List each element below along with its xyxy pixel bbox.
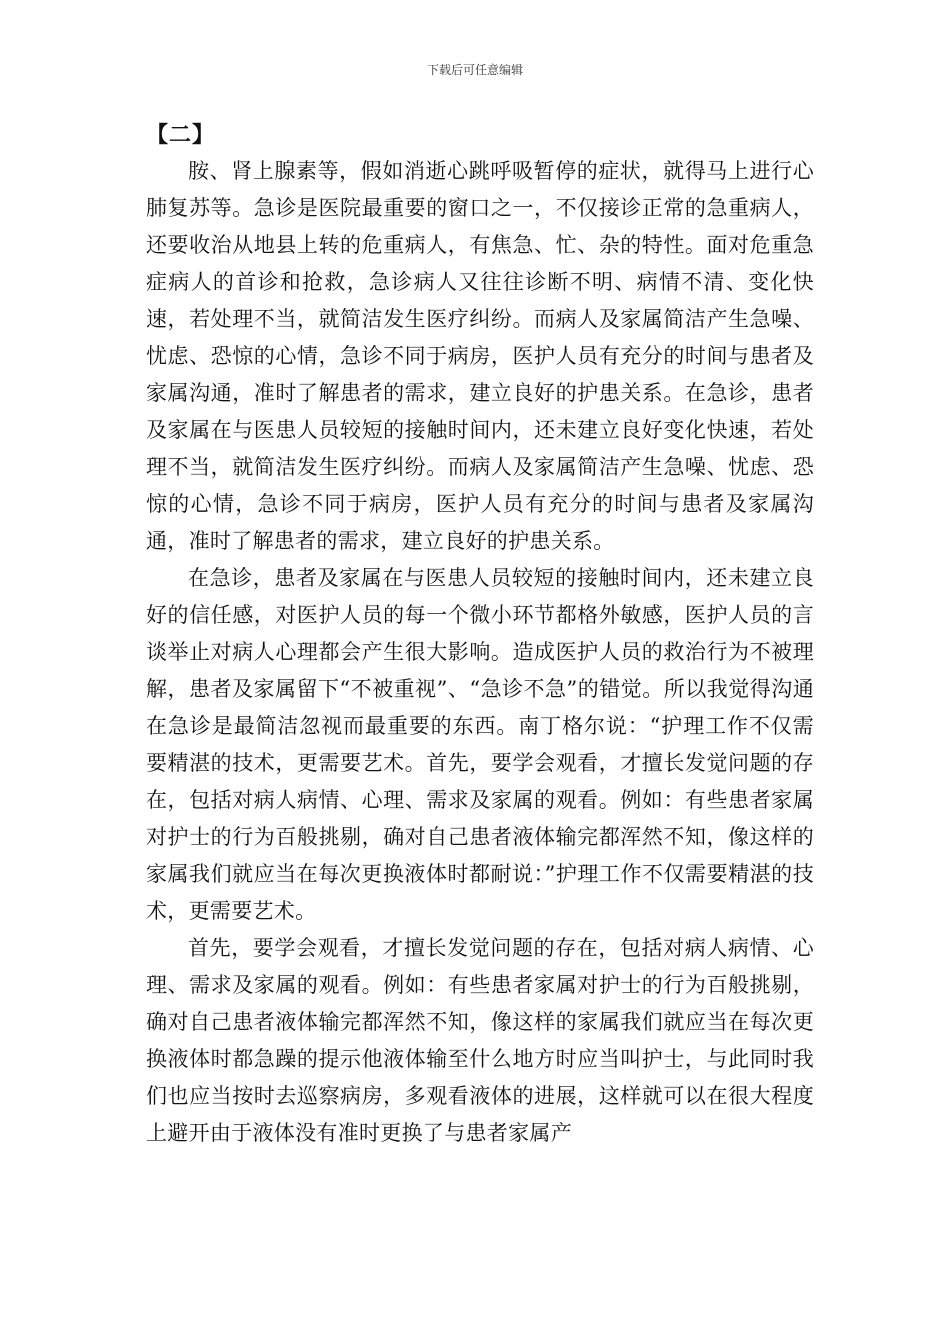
section-heading: 【二】	[146, 122, 216, 148]
document-body	[146, 120, 814, 1152]
page-header: 下载后可任意编辑	[426, 63, 523, 77]
paragraph-3: 首先，要学会观看，才擅长发觉问题的存在，包括对病人病情、心理、需求及家属的观看。例如：有些患者家属对护士的行为百般挑剔，确对自己患者液体输完都浑然不知，像这样的家属我们就应当在每次更换液体时都急躁的提示他液体输至什么地方时应当叫护士，与此同时我们也应当按时去巡察病房，多观看液体的进展，这样就可以在很大程度上避开由于液体没有准时更换了与患者家属产	[146, 936, 814, 1145]
paragraph-2: 在急诊，患者及家属在与医患人员较短的接触时间内，还未建立良好的信任感，对医护人员的每一个微小环节都格外敏感，医护人员的言谈举止对病人心理都会产生很大影响。造成医护人员的救治行为不被理解，患者及家属留下“不被重视”、“急诊不急”的错觉。所以我觉得沟通在急诊是最简洁忽视而最重要的东西。南丁格尔说：“护理工作不仅需要精湛的技术，更需要艺术。首先，要学会观看，才擅长发觉问题的存在，包括对病人病情、心理、需求及家属的观看。例如：有些患者家属对护士的行为百般挑剔，确对自己患者液体输完都浑然不知，像这样的家属我们就应当在每次更换液体时都耐说：”护理工作不仅需要精湛的技术，更需要艺术。	[146, 566, 814, 923]
paragraph-1: 胺、肾上腺素等，假如消逝心跳呼吸暂停的症状，就得马上进行心肺复苏等。急诊是医院最重要的窗口之一，不仅接诊正常的急重病人，还要收治从地县上转的危重病人，有焦急、忙、杂的特性。面对危重急症病人的首诊和抢救，急诊病人又往往诊断不明、病情不清、变化快速，若处理不当，就简洁发生医疗纠纷。而病人及家属简洁产生急噪、忧虑、恐惊的心情，急诊不同于病房，医护人员有充分的时间与患者及家属沟通，准时了解患者的需求，建立良好的护患关系。在急诊，患者及家属在与医患人员较短的接触时间内，还未建立良好变化快速，若处理不当，就简洁发生医疗纠纷。而病人及家属简洁产生急噪、忧虑、恐惊的心情，急诊不同于病房，医护人员有充分的时间与患者及家属沟通，准时了解患者的需求，建立良好的护患关系。	[146, 159, 814, 553]
